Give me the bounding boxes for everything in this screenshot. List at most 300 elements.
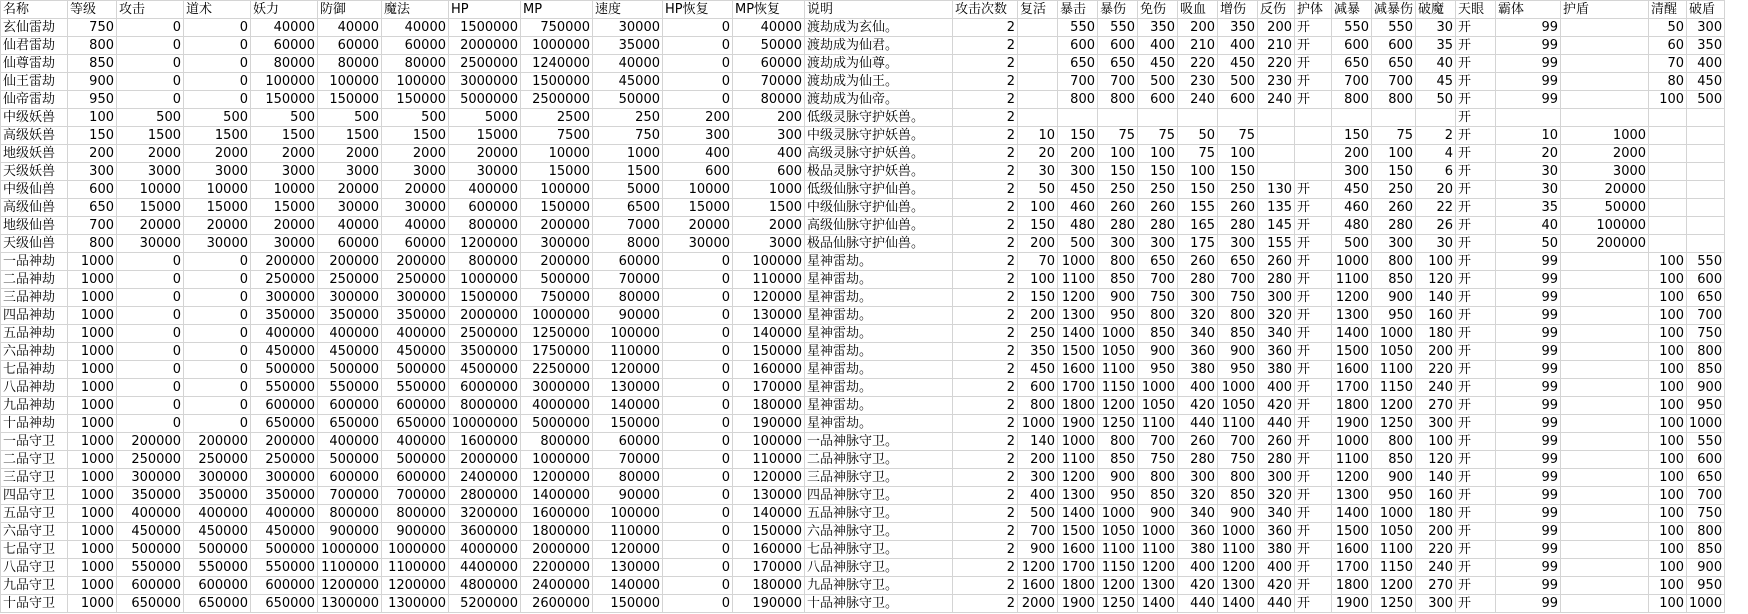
cell[interactable]: 440 bbox=[1258, 415, 1295, 433]
cell[interactable]: 75 bbox=[1178, 145, 1218, 163]
cell[interactable]: 2 bbox=[953, 577, 1018, 595]
cell[interactable]: 100 bbox=[1649, 325, 1687, 343]
cell[interactable]: 155 bbox=[1258, 235, 1295, 253]
cell[interactable]: 450000 bbox=[318, 343, 382, 361]
cell[interactable]: 900 bbox=[1218, 505, 1258, 523]
cell[interactable]: 40000 bbox=[733, 19, 805, 37]
cell[interactable]: 1200 bbox=[1098, 577, 1138, 595]
cell[interactable]: 2000 bbox=[1561, 145, 1649, 163]
cell[interactable] bbox=[1649, 199, 1687, 217]
cell[interactable]: 八品守卫 bbox=[1, 559, 68, 577]
cell[interactable]: 400000 bbox=[382, 433, 449, 451]
cell[interactable]: 100000 bbox=[593, 325, 663, 343]
cell[interactable]: 2 bbox=[953, 415, 1018, 433]
cell[interactable]: 0 bbox=[184, 55, 251, 73]
cell[interactable]: 400 bbox=[1687, 55, 1725, 73]
cell[interactable]: 3000 bbox=[382, 163, 449, 181]
cell[interactable]: 750 bbox=[1138, 289, 1178, 307]
cell[interactable]: 1300 bbox=[1332, 307, 1372, 325]
cell[interactable]: 开 bbox=[1456, 91, 1496, 109]
cell[interactable]: 2 bbox=[953, 199, 1018, 217]
cell[interactable] bbox=[1218, 109, 1258, 127]
cell[interactable]: 500 bbox=[1687, 91, 1725, 109]
cell[interactable]: 1900 bbox=[1332, 415, 1372, 433]
cell[interactable]: 150000 bbox=[733, 343, 805, 361]
cell[interactable]: 开 bbox=[1456, 217, 1496, 235]
cell[interactable]: 开 bbox=[1456, 235, 1496, 253]
cell[interactable]: 1200 bbox=[1332, 469, 1372, 487]
cell[interactable]: 500 bbox=[1138, 73, 1178, 91]
cell[interactable]: 1000000 bbox=[521, 37, 593, 55]
column-header[interactable]: HP bbox=[449, 1, 521, 19]
cell[interactable]: 100 bbox=[1649, 595, 1687, 613]
cell[interactable]: 2000000 bbox=[449, 451, 521, 469]
cell[interactable]: 100000 bbox=[1561, 217, 1649, 235]
cell[interactable] bbox=[1687, 163, 1725, 181]
cell[interactable]: 0 bbox=[117, 343, 184, 361]
cell[interactable]: 150 bbox=[1018, 289, 1058, 307]
cell[interactable]: 100 bbox=[1649, 343, 1687, 361]
cell[interactable]: 1000 bbox=[1138, 523, 1178, 541]
cell[interactable]: 开 bbox=[1295, 91, 1332, 109]
cell[interactable]: 1500 bbox=[1058, 523, 1098, 541]
cell[interactable]: 900 bbox=[68, 73, 117, 91]
cell[interactable]: 开 bbox=[1295, 199, 1332, 217]
cell[interactable]: 开 bbox=[1456, 469, 1496, 487]
cell[interactable]: 2000000 bbox=[521, 541, 593, 559]
cell[interactable]: 30000 bbox=[449, 163, 521, 181]
cell[interactable]: 开 bbox=[1295, 181, 1332, 199]
cell[interactable]: 90000 bbox=[593, 307, 663, 325]
cell[interactable] bbox=[1561, 73, 1649, 91]
cell[interactable]: 200 bbox=[68, 145, 117, 163]
cell[interactable] bbox=[1561, 451, 1649, 469]
cell[interactable]: 550000 bbox=[184, 559, 251, 577]
cell[interactable]: 350 bbox=[1018, 343, 1058, 361]
cell[interactable]: 350000 bbox=[382, 307, 449, 325]
cell[interactable]: 350000 bbox=[251, 487, 318, 505]
cell[interactable]: 900 bbox=[1138, 505, 1178, 523]
cell[interactable]: 650000 bbox=[382, 415, 449, 433]
cell[interactable]: 600 bbox=[1098, 37, 1138, 55]
cell[interactable] bbox=[1258, 145, 1295, 163]
cell[interactable]: 900 bbox=[1687, 559, 1725, 577]
cell[interactable]: 1000000 bbox=[318, 541, 382, 559]
cell[interactable]: 三品神劫 bbox=[1, 289, 68, 307]
column-header[interactable]: 说明 bbox=[805, 1, 953, 19]
cell[interactable]: 开 bbox=[1456, 289, 1496, 307]
cell[interactable]: 1000 bbox=[68, 379, 117, 397]
cell[interactable]: 99 bbox=[1496, 487, 1561, 505]
cell[interactable]: 1600 bbox=[1332, 361, 1372, 379]
cell[interactable]: 100 bbox=[1138, 145, 1178, 163]
cell[interactable]: 4000000 bbox=[449, 541, 521, 559]
cell[interactable]: 80000 bbox=[251, 55, 318, 73]
cell[interactable]: 1000 bbox=[1018, 415, 1058, 433]
cell[interactable]: 1200000 bbox=[449, 235, 521, 253]
cell[interactable]: 3500000 bbox=[449, 343, 521, 361]
cell[interactable]: 900000 bbox=[318, 523, 382, 541]
cell[interactable] bbox=[1649, 217, 1687, 235]
cell[interactable]: 145 bbox=[1258, 217, 1295, 235]
cell[interactable]: 开 bbox=[1295, 559, 1332, 577]
cell[interactable]: 1300 bbox=[1058, 487, 1098, 505]
cell[interactable]: 480 bbox=[1332, 217, 1372, 235]
cell[interactable]: 140 bbox=[1018, 433, 1058, 451]
cell[interactable]: 800 bbox=[1138, 469, 1178, 487]
cell[interactable]: 2 bbox=[953, 361, 1018, 379]
cell[interactable]: 260 bbox=[1098, 199, 1138, 217]
cell[interactable]: 仙君雷劫 bbox=[1, 37, 68, 55]
cell[interactable]: 1100 bbox=[1332, 271, 1372, 289]
cell[interactable]: 99 bbox=[1496, 433, 1561, 451]
cell[interactable]: 380 bbox=[1258, 541, 1295, 559]
cell[interactable]: 40000 bbox=[318, 19, 382, 37]
cell[interactable]: 1500000 bbox=[521, 73, 593, 91]
cell[interactable]: 300 bbox=[663, 127, 733, 145]
cell[interactable]: 500000 bbox=[318, 361, 382, 379]
cell[interactable]: 1400 bbox=[1058, 325, 1098, 343]
cell[interactable]: 极品灵脉守护妖兽。 bbox=[805, 163, 953, 181]
cell[interactable]: 150000 bbox=[382, 91, 449, 109]
cell[interactable]: 开 bbox=[1456, 559, 1496, 577]
cell[interactable]: 110000 bbox=[593, 343, 663, 361]
cell[interactable]: 地级仙兽 bbox=[1, 217, 68, 235]
cell[interactable]: 175 bbox=[1178, 235, 1218, 253]
cell[interactable]: 280 bbox=[1258, 451, 1295, 469]
cell[interactable]: 100000 bbox=[251, 73, 318, 91]
cell[interactable]: 800 bbox=[1018, 397, 1058, 415]
cell[interactable]: 50000 bbox=[593, 91, 663, 109]
cell[interactable]: 1500 bbox=[184, 127, 251, 145]
cell[interactable]: 0 bbox=[663, 379, 733, 397]
cell[interactable]: 550000 bbox=[382, 379, 449, 397]
cell[interactable]: 500 bbox=[1018, 505, 1058, 523]
cell[interactable]: 1500000 bbox=[449, 19, 521, 37]
cell[interactable]: 100 bbox=[1649, 91, 1687, 109]
cell[interactable]: 80000 bbox=[593, 469, 663, 487]
cell[interactable] bbox=[1018, 91, 1058, 109]
cell[interactable]: 1750000 bbox=[521, 343, 593, 361]
cell[interactable]: 0 bbox=[117, 271, 184, 289]
cell[interactable]: 850 bbox=[1372, 451, 1416, 469]
column-header[interactable]: 魔法 bbox=[382, 1, 449, 19]
cell[interactable]: 250 bbox=[1372, 181, 1416, 199]
cell[interactable]: 1100 bbox=[1332, 451, 1372, 469]
cell[interactable]: 600 bbox=[1058, 37, 1098, 55]
cell[interactable]: 1400 bbox=[1332, 325, 1372, 343]
cell[interactable]: 800 bbox=[1138, 307, 1178, 325]
cell[interactable]: 900 bbox=[1138, 343, 1178, 361]
cell[interactable]: 100 bbox=[1649, 451, 1687, 469]
cell[interactable]: 550 bbox=[1332, 19, 1372, 37]
cell[interactable]: 380 bbox=[1178, 541, 1218, 559]
cell[interactable]: 2 bbox=[953, 307, 1018, 325]
cell[interactable]: 40000 bbox=[318, 217, 382, 235]
cell[interactable]: 2200000 bbox=[521, 559, 593, 577]
cell[interactable]: 2000000 bbox=[449, 37, 521, 55]
cell[interactable]: 700 bbox=[68, 217, 117, 235]
cell[interactable]: 1000 bbox=[68, 307, 117, 325]
column-header[interactable]: 暴击 bbox=[1058, 1, 1098, 19]
cell[interactable]: 六品神劫 bbox=[1, 343, 68, 361]
cell[interactable]: 200000 bbox=[1561, 235, 1649, 253]
cell[interactable]: 700 bbox=[1058, 73, 1098, 91]
column-header[interactable]: 妖力 bbox=[251, 1, 318, 19]
cell[interactable]: 400 bbox=[1258, 559, 1295, 577]
cell[interactable]: 800 bbox=[1218, 469, 1258, 487]
cell[interactable]: 750 bbox=[1687, 325, 1725, 343]
cell[interactable]: 3000 bbox=[184, 163, 251, 181]
cell[interactable]: 100 bbox=[1649, 397, 1687, 415]
cell[interactable]: 0 bbox=[184, 91, 251, 109]
cell[interactable] bbox=[1561, 397, 1649, 415]
cell[interactable]: 100 bbox=[1649, 379, 1687, 397]
cell[interactable]: 1000 bbox=[1058, 433, 1098, 451]
cell[interactable]: 1150 bbox=[1372, 559, 1416, 577]
cell[interactable] bbox=[1687, 127, 1725, 145]
cell[interactable]: 开 bbox=[1456, 145, 1496, 163]
cell[interactable]: 160000 bbox=[733, 541, 805, 559]
cell[interactable] bbox=[1561, 415, 1649, 433]
cell[interactable]: 550 bbox=[1687, 253, 1725, 271]
cell[interactable]: 2 bbox=[953, 595, 1018, 613]
cell[interactable]: 400 bbox=[1178, 559, 1218, 577]
cell[interactable]: 0 bbox=[117, 307, 184, 325]
cell[interactable]: 开 bbox=[1456, 163, 1496, 181]
cell[interactable]: 650000 bbox=[184, 595, 251, 613]
cell[interactable]: 150 bbox=[1178, 181, 1218, 199]
cell[interactable]: 1000 bbox=[593, 145, 663, 163]
cell[interactable]: 0 bbox=[184, 415, 251, 433]
cell[interactable]: 600000 bbox=[251, 577, 318, 595]
cell[interactable]: 60000 bbox=[733, 55, 805, 73]
cell[interactable]: 170000 bbox=[733, 559, 805, 577]
cell[interactable]: 15000 bbox=[449, 127, 521, 145]
cell[interactable]: 开 bbox=[1456, 307, 1496, 325]
cell[interactable]: 650000 bbox=[251, 415, 318, 433]
cell[interactable]: 星神雷劫。 bbox=[805, 271, 953, 289]
cell[interactable]: 10000 bbox=[251, 181, 318, 199]
cell[interactable]: 120 bbox=[1416, 271, 1456, 289]
cell[interactable]: 800000 bbox=[449, 217, 521, 235]
cell[interactable]: 开 bbox=[1295, 217, 1332, 235]
cell[interactable] bbox=[1649, 145, 1687, 163]
cell[interactable]: 20000 bbox=[1561, 181, 1649, 199]
cell[interactable]: 1800000 bbox=[521, 523, 593, 541]
cell[interactable]: 100 bbox=[1018, 199, 1058, 217]
cell[interactable]: 0 bbox=[184, 253, 251, 271]
cell[interactable]: 1000 bbox=[68, 343, 117, 361]
cell[interactable]: 0 bbox=[184, 307, 251, 325]
cell[interactable]: 高级妖兽 bbox=[1, 127, 68, 145]
cell[interactable]: 1000 bbox=[1687, 595, 1725, 613]
cell[interactable]: 190000 bbox=[733, 595, 805, 613]
cell[interactable]: 0 bbox=[184, 271, 251, 289]
cell[interactable] bbox=[1561, 307, 1649, 325]
cell[interactable]: 1000 bbox=[1561, 127, 1649, 145]
cell[interactable]: 400 bbox=[1018, 487, 1058, 505]
cell[interactable]: 300 bbox=[1138, 235, 1178, 253]
cell[interactable]: 440 bbox=[1178, 415, 1218, 433]
cell[interactable]: 1400 bbox=[1218, 595, 1258, 613]
cell[interactable] bbox=[1561, 361, 1649, 379]
cell[interactable]: 1600 bbox=[1058, 541, 1098, 559]
cell[interactable]: 350 bbox=[1687, 37, 1725, 55]
cell[interactable]: 850 bbox=[1687, 541, 1725, 559]
cell[interactable]: 3000 bbox=[318, 163, 382, 181]
cell[interactable]: 150000 bbox=[521, 199, 593, 217]
cell[interactable]: 150 bbox=[1058, 127, 1098, 145]
cell[interactable]: 200000 bbox=[117, 433, 184, 451]
cell[interactable]: 280 bbox=[1372, 217, 1416, 235]
cell[interactable]: 450 bbox=[1058, 181, 1098, 199]
cell[interactable]: 2400000 bbox=[521, 577, 593, 595]
cell[interactable]: 350 bbox=[1138, 19, 1178, 37]
cell[interactable]: 渡劫成为仙王。 bbox=[805, 73, 953, 91]
cell[interactable]: 850 bbox=[1687, 361, 1725, 379]
cell[interactable]: 1200 bbox=[1098, 397, 1138, 415]
cell[interactable]: 420 bbox=[1258, 397, 1295, 415]
cell[interactable]: 六品神脉守卫。 bbox=[805, 523, 953, 541]
cell[interactable]: 20000 bbox=[449, 145, 521, 163]
column-header[interactable]: 免伤 bbox=[1138, 1, 1178, 19]
cell[interactable] bbox=[1649, 163, 1687, 181]
cell[interactable]: 20000 bbox=[318, 181, 382, 199]
cell[interactable]: 220 bbox=[1258, 55, 1295, 73]
cell[interactable]: 99 bbox=[1496, 379, 1561, 397]
cell[interactable]: 500 bbox=[1332, 235, 1372, 253]
cell[interactable]: 110000 bbox=[593, 523, 663, 541]
cell[interactable]: 1100 bbox=[1058, 451, 1098, 469]
cell[interactable]: 四品神脉守卫。 bbox=[805, 487, 953, 505]
cell[interactable]: 20000 bbox=[663, 217, 733, 235]
cell[interactable]: 950 bbox=[68, 91, 117, 109]
cell[interactable]: 850 bbox=[1098, 451, 1138, 469]
cell[interactable]: 0 bbox=[663, 577, 733, 595]
cell[interactable]: 0 bbox=[184, 379, 251, 397]
cell[interactable]: 2 bbox=[953, 19, 1018, 37]
cell[interactable]: 70 bbox=[1018, 253, 1058, 271]
cell[interactable]: 800000 bbox=[449, 253, 521, 271]
cell[interactable]: 2000 bbox=[1018, 595, 1058, 613]
cell[interactable]: 1100 bbox=[1372, 541, 1416, 559]
cell[interactable]: 400 bbox=[733, 145, 805, 163]
cell[interactable]: 1150 bbox=[1372, 379, 1416, 397]
cell[interactable]: 100000 bbox=[521, 181, 593, 199]
cell[interactable]: 九品神劫 bbox=[1, 397, 68, 415]
cell[interactable] bbox=[1561, 289, 1649, 307]
cell[interactable]: 1000 bbox=[68, 469, 117, 487]
cell[interactable]: 10000000 bbox=[449, 415, 521, 433]
cell[interactable]: 1250 bbox=[1098, 415, 1138, 433]
cell[interactable]: 60000 bbox=[318, 235, 382, 253]
cell[interactable]: 30 bbox=[1496, 163, 1561, 181]
cell[interactable]: 2 bbox=[953, 55, 1018, 73]
cell[interactable]: 1000 bbox=[68, 397, 117, 415]
cell[interactable] bbox=[1649, 127, 1687, 145]
cell[interactable]: 1800 bbox=[1058, 577, 1098, 595]
cell[interactable]: 450 bbox=[1138, 55, 1178, 73]
cell[interactable]: 45000 bbox=[593, 73, 663, 91]
cell[interactable]: 320 bbox=[1178, 487, 1218, 505]
cell[interactable]: 1200 bbox=[1332, 289, 1372, 307]
cell[interactable]: 200 bbox=[733, 109, 805, 127]
cell[interactable]: 30000 bbox=[663, 235, 733, 253]
cell[interactable]: 极品仙脉守护仙兽。 bbox=[805, 235, 953, 253]
cell[interactable]: 1700 bbox=[1058, 379, 1098, 397]
column-header[interactable]: MP恢复 bbox=[733, 1, 805, 19]
cell[interactable]: 高级仙脉守护仙兽。 bbox=[805, 217, 953, 235]
cell[interactable]: 300000 bbox=[251, 289, 318, 307]
cell[interactable]: 0 bbox=[663, 541, 733, 559]
cell[interactable]: 天级妖兽 bbox=[1, 163, 68, 181]
cell[interactable]: 180000 bbox=[733, 397, 805, 415]
cell[interactable]: 340 bbox=[1178, 505, 1218, 523]
cell[interactable]: 99 bbox=[1496, 595, 1561, 613]
cell[interactable]: 550 bbox=[1098, 19, 1138, 37]
cell[interactable]: 650000 bbox=[318, 415, 382, 433]
cell[interactable]: 400000 bbox=[449, 181, 521, 199]
cell[interactable]: 500 bbox=[1058, 235, 1098, 253]
cell[interactable]: 260 bbox=[1138, 199, 1178, 217]
cell[interactable]: 800000 bbox=[382, 505, 449, 523]
cell[interactable]: 2 bbox=[953, 235, 1018, 253]
cell[interactable]: 2 bbox=[953, 73, 1018, 91]
cell[interactable] bbox=[1258, 109, 1295, 127]
cell[interactable]: 75 bbox=[1098, 127, 1138, 145]
cell[interactable]: 2 bbox=[953, 451, 1018, 469]
cell[interactable]: 200000 bbox=[521, 253, 593, 271]
cell[interactable]: 450000 bbox=[251, 523, 318, 541]
cell[interactable]: 300000 bbox=[521, 235, 593, 253]
cell[interactable]: 开 bbox=[1456, 271, 1496, 289]
cell[interactable]: 165 bbox=[1178, 217, 1218, 235]
cell[interactable]: 1500 bbox=[1332, 343, 1372, 361]
cell[interactable]: 仙尊雷劫 bbox=[1, 55, 68, 73]
column-header[interactable]: 破盾 bbox=[1687, 1, 1725, 19]
cell[interactable]: 440 bbox=[1178, 595, 1218, 613]
cell[interactable]: 0 bbox=[663, 73, 733, 91]
cell[interactable]: 400 bbox=[1178, 379, 1218, 397]
cell[interactable]: 99 bbox=[1496, 523, 1561, 541]
cell[interactable]: 200000 bbox=[184, 433, 251, 451]
cell[interactable]: 1000 bbox=[1687, 415, 1725, 433]
cell[interactable]: 1900 bbox=[1332, 595, 1372, 613]
column-header[interactable]: 增伤 bbox=[1218, 1, 1258, 19]
cell[interactable]: 三品守卫 bbox=[1, 469, 68, 487]
cell[interactable]: 1700 bbox=[1332, 379, 1372, 397]
cell[interactable]: 750 bbox=[1218, 289, 1258, 307]
cell[interactable]: 320 bbox=[1258, 307, 1295, 325]
cell[interactable]: 七品神脉守卫。 bbox=[805, 541, 953, 559]
cell[interactable]: 开 bbox=[1295, 235, 1332, 253]
cell[interactable]: 100000 bbox=[733, 253, 805, 271]
cell[interactable]: 850 bbox=[68, 55, 117, 73]
cell[interactable]: 70000 bbox=[593, 271, 663, 289]
cell[interactable]: 1100 bbox=[1058, 271, 1098, 289]
cell[interactable]: 300 bbox=[1687, 19, 1725, 37]
cell[interactable]: 500000 bbox=[251, 541, 318, 559]
cell[interactable]: 0 bbox=[117, 19, 184, 37]
cell[interactable]: 10 bbox=[1018, 127, 1058, 145]
cell[interactable] bbox=[1649, 109, 1687, 127]
cell[interactable]: 600 bbox=[68, 181, 117, 199]
cell[interactable]: 99 bbox=[1496, 289, 1561, 307]
cell[interactable]: 2 bbox=[953, 289, 1018, 307]
cell[interactable]: 600 bbox=[733, 163, 805, 181]
cell[interactable]: 260 bbox=[1258, 433, 1295, 451]
